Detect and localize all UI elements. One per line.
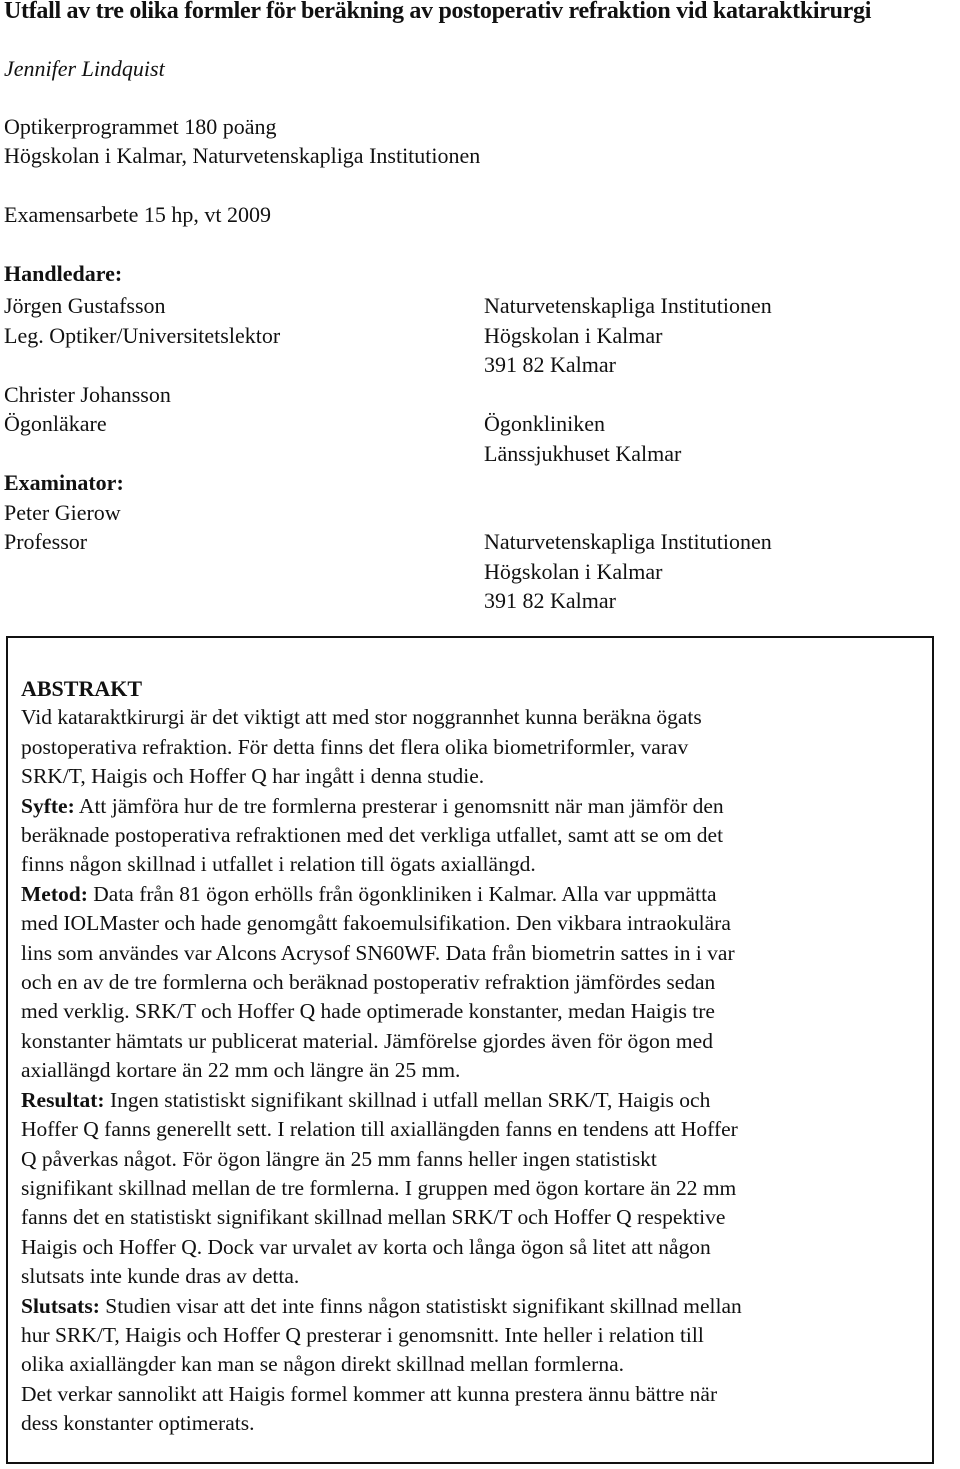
abstract-box bbox=[6, 636, 934, 1464]
abstract-line bbox=[21, 1145, 901, 1174]
abstract-line-text: beräknade postoperativa refraktionen med det verkliga utfallet, samt att se om det bbox=[21, 823, 724, 848]
abstract-line-text: hur SRK/T, Haigis och Hoffer Q presterar i genomsnitt. Inte heller i relation till bbox=[21, 1322, 704, 1347]
abstract-line bbox=[21, 762, 901, 791]
abstract-line-text: Studien visar att det inte finns någon statistiskt signifikant skillnad mellan bbox=[99, 1293, 742, 1318]
abstract-section-label: Metod: bbox=[21, 881, 88, 906]
abstract-line-text: signifikant skillnad mellan de tre formlerna. I gruppen med ögon kortare än 22 mm bbox=[21, 1175, 737, 1200]
affiliation-line: 391 82 Kalmar bbox=[484, 352, 616, 377]
affiliation-line bbox=[484, 380, 772, 410]
abstract-line-text: axiallängd kortare än 22 mm och längre än 25 mm. bbox=[21, 1058, 461, 1083]
abstract-line bbox=[21, 1027, 901, 1056]
abstract-heading: ABSTRAKT bbox=[21, 676, 143, 701]
abstract-line bbox=[21, 1203, 901, 1232]
abstract-line-text: dess konstanter optimerats. bbox=[21, 1411, 255, 1436]
abstract-line-text: olika axiallängder kan man se någon direkt skillnad mellan formlerna. bbox=[21, 1352, 624, 1377]
supervisor-left-line bbox=[4, 439, 280, 469]
abstract-line bbox=[21, 880, 901, 909]
document-title: Utfall av tre olika formler för beräkning av postoperativ refraktion vid kataraktkirurgi bbox=[4, 0, 872, 24]
affiliation-line bbox=[484, 498, 772, 528]
abstract-line-text: konstanter hämtats ur publicerat material. Jämförelse gjordes även för ögon med bbox=[21, 1028, 713, 1053]
abstract-line bbox=[21, 792, 901, 821]
abstract-line-text: slutsats inte kunde dras av detta. bbox=[21, 1264, 300, 1289]
abstract-line-text: postoperativa refraktion. För detta finns det flera olika biometriformler, varav bbox=[21, 734, 689, 759]
abstract-line bbox=[21, 1292, 901, 1321]
abstract-line bbox=[21, 939, 901, 968]
abstract-line bbox=[21, 821, 901, 850]
supervisor-left-line: Peter Gierow bbox=[4, 499, 121, 525]
supervisor-left-line: Christer Johansson bbox=[4, 381, 171, 407]
abstract-line bbox=[21, 1056, 901, 1085]
abstract-line-text: Det verkar sannolikt att Haigis formel kommer att kunna prestera ännu bättre när bbox=[21, 1381, 718, 1406]
abstract-line-text: SRK/T, Haigis och Hoffer Q har ingått i denna studie. bbox=[21, 764, 485, 789]
abstract-line-text: Att jämföra hur de tre formlerna presterar i genomsnitt när man jämför den bbox=[74, 793, 724, 818]
affiliation-line: 391 82 Kalmar bbox=[484, 588, 616, 613]
affiliation-line: Högskolan i Kalmar bbox=[484, 558, 663, 584]
examiner-heading: Examinator: bbox=[4, 470, 124, 495]
affiliation-line bbox=[484, 468, 772, 498]
abstract-line-text: Q påverkas något. För ögon längre än 25 mm fanns heller ingen statistiskt bbox=[21, 1146, 657, 1171]
abstract-line bbox=[21, 1321, 901, 1350]
affiliation-line: Länssjukhuset Kalmar bbox=[484, 440, 682, 466]
abstract-line bbox=[21, 909, 901, 938]
abstract-section-label: Syfte: bbox=[21, 793, 75, 818]
abstract-line bbox=[21, 997, 901, 1026]
abstract-line bbox=[21, 1115, 901, 1144]
program-line: Optikerprogrammet 180 poäng bbox=[4, 114, 277, 139]
affiliation-line: Naturvetenskapliga Institutionen bbox=[484, 293, 772, 318]
abstract-line bbox=[21, 703, 901, 732]
abstract-line bbox=[21, 733, 901, 762]
abstract-line-text: Ingen statistiskt signifikant skillnad i utfall mellan SRK/T, Haigis och bbox=[104, 1087, 711, 1112]
abstract-line-text: Haigis och Hoffer Q. Dock var urvalet av korta och långa ögon så litet att någon bbox=[21, 1234, 711, 1259]
abstract-section-label: Slutsats: bbox=[21, 1293, 100, 1318]
abstract-line bbox=[21, 850, 901, 879]
institution-line: Högskolan i Kalmar, Naturvetenskapliga Institutionen bbox=[4, 143, 481, 168]
abstract-body bbox=[21, 674, 901, 1439]
abstract-line bbox=[21, 1262, 901, 1291]
affiliation-line: Naturvetenskapliga Institutionen bbox=[484, 529, 772, 554]
supervisor-left-line bbox=[4, 350, 280, 380]
abstract-line bbox=[21, 1380, 901, 1409]
abstract-line bbox=[21, 1086, 901, 1115]
abstract-line bbox=[21, 968, 901, 997]
abstract-line-text: Data från 81 ögon erhölls från ögonkliniken i Kalmar. Alla var uppmätta bbox=[87, 881, 717, 906]
supervisor-left-line: Jörgen Gustafsson bbox=[4, 293, 166, 318]
supervisor-left-line: Ögonläkare bbox=[4, 411, 107, 436]
abstract-line-text: med IOLMaster och hade genomgått fakoemulsifikation. Den vikbara intraokulära bbox=[21, 911, 731, 936]
abstract-line bbox=[21, 1350, 901, 1379]
abstract-line-text: och en av de tre formlerna och beräknad postoperativ refraktion jämfördes sedan bbox=[21, 970, 716, 995]
supervisor-left-line: Leg. Optiker/Universitetslektor bbox=[4, 322, 281, 348]
abstract-line-text: Hoffer Q fanns generellt sett. I relation till axiallängden fanns en tendens att Hoffer bbox=[21, 1117, 738, 1142]
supervisors-right-column bbox=[484, 291, 772, 616]
supervisors-left-column bbox=[4, 291, 280, 557]
affiliation-line: Ögonkliniken bbox=[484, 411, 605, 436]
abstract-line-text: lins som användes var Alcons Acrysof SN60WF. Data från biometrin sattes in i var bbox=[21, 940, 735, 965]
abstract-line bbox=[21, 1174, 901, 1203]
author-name: Jennifer Lindquist bbox=[4, 56, 165, 81]
abstract-line-text: fanns det en statistiskt signifikant skillnad mellan SRK/T och Hoffer Q respektive bbox=[21, 1205, 726, 1230]
abstract-section-label: Resultat: bbox=[21, 1087, 105, 1112]
supervisor-left-line: Professor bbox=[4, 529, 88, 554]
abstract-line-text: Vid kataraktkirurgi är det viktigt att med stor noggrannhet kunna beräkna ögats bbox=[21, 705, 702, 730]
abstract-line bbox=[21, 1409, 901, 1438]
abstract-line-text: med verklig. SRK/T och Hoffer Q hade optimerade konstanter, medan Haigis tre bbox=[21, 999, 715, 1024]
abstract-line bbox=[21, 1233, 901, 1262]
supervisors-heading: Handledare: bbox=[4, 261, 123, 286]
abstract-text bbox=[21, 703, 901, 1438]
thesis-line: Examensarbete 15 hp, vt 2009 bbox=[4, 202, 271, 227]
abstract-line-text: finns någon skillnad i utfallet i relation till ögats axiallängd. bbox=[21, 852, 536, 877]
affiliation-line: Högskolan i Kalmar bbox=[484, 322, 663, 348]
